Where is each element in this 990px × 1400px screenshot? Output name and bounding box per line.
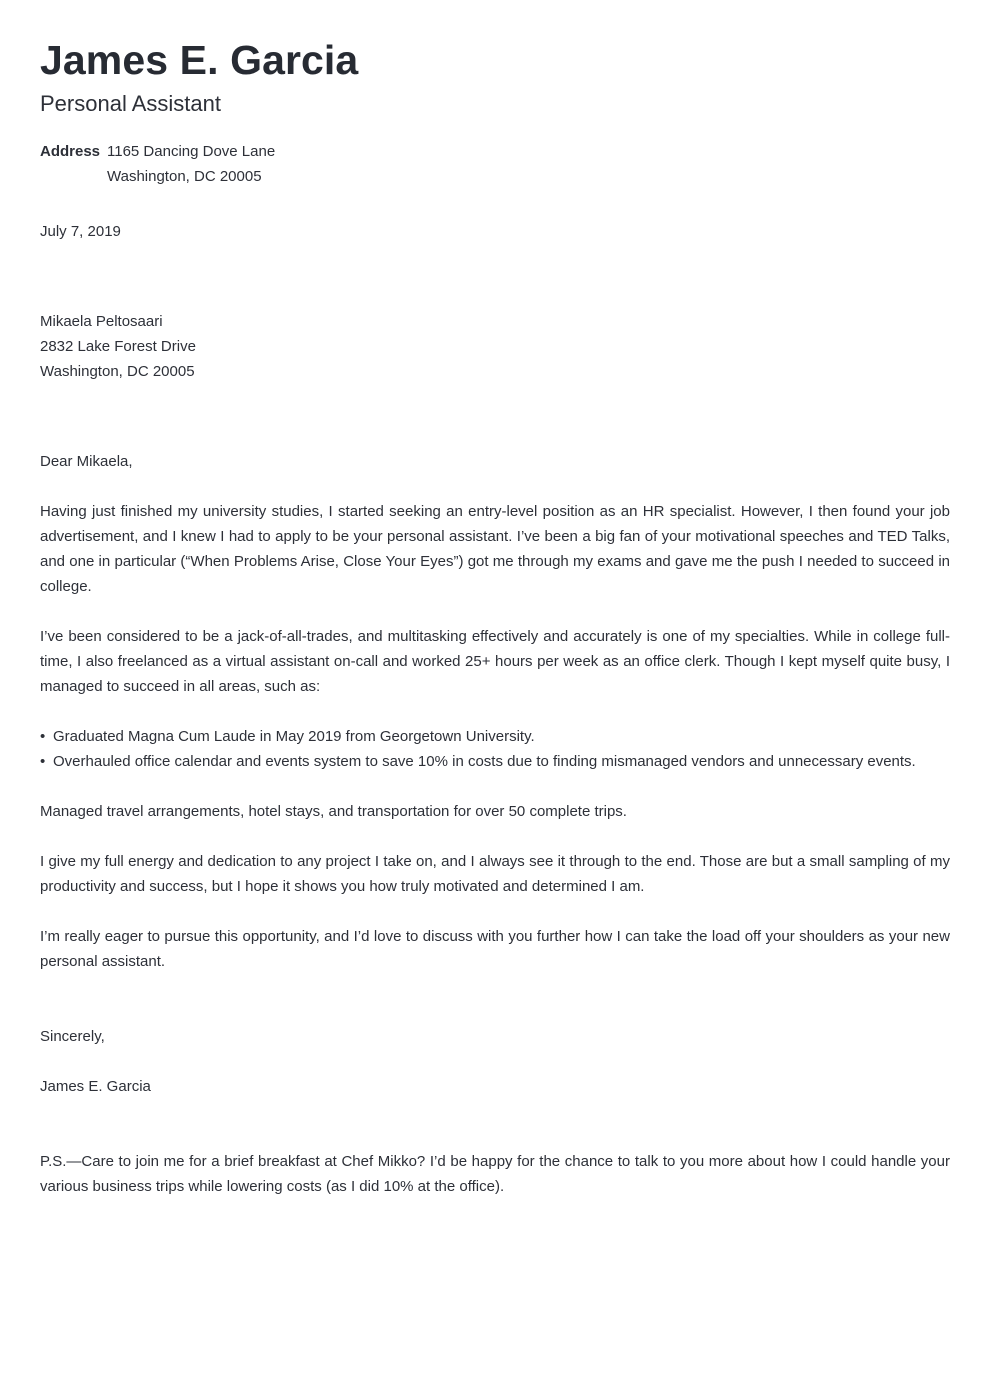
list-item [40, 749, 950, 774]
achievements-list [40, 724, 950, 774]
postscript: P.S.—Care to join me for a brief breakfast at Chef Mikko? I’d be happy for the chance to talk to you more about how I could handle your various business trips while lowering costs (as I did 10% at the office). [40, 1153, 950, 1195]
list-item-text: Overhauled office calendar and events system to save 10% in costs due to finding mismanaged vendors and unnecessary events. [53, 753, 916, 770]
paragraph-1: Having just finished my university studies, I started seeking an entry-level position as an HR specialist. However, I then found your job advertisement, and I knew I had to apply to be your personal assistant. I’ve been a big fan of your motivational speeches and TED Talks, and one in particular (“When Problems Arise, Close Your Eyes”) got me through my exams and gave me the push I needed to succeed in college. [40, 503, 950, 595]
paragraph-4: I give my full energy and dedication to any project I take on, and I always see it through to the end. Those are but a small sampling of my productivity and success, but I hope it shows you how truly motivated and determined I am. [40, 853, 950, 895]
letter-date: July 7, 2019 [40, 223, 121, 240]
address-lines [107, 139, 275, 189]
applicant-name: James E. Garcia [40, 37, 359, 83]
closing: Sincerely, [40, 1028, 105, 1045]
paragraph-5: I’m really eager to pursue this opportunity, and I’d love to discuss with you further how I can take the load off your shoulders as your new personal assistant. [40, 928, 950, 970]
salutation: Dear Mikaela, [40, 453, 133, 470]
address-line-1: 1165 Dancing Dove Lane [107, 143, 276, 160]
recipient-street: 2832 Lake Forest Drive [40, 338, 196, 355]
signature-name: James E. Garcia [40, 1078, 151, 1095]
bullet-icon: • [40, 753, 46, 770]
paragraph-3: Managed travel arrangements, hotel stays, and transportation for over 50 complete trips. [40, 803, 627, 820]
address-label: Address [40, 143, 101, 160]
bullet-icon: • [40, 728, 46, 745]
recipient-name: Mikaela Peltosaari [40, 313, 163, 330]
list-item [40, 724, 950, 749]
address-line-2: Washington, DC 20005 [107, 168, 262, 185]
letter-body [40, 449, 950, 974]
applicant-job-title: Personal Assistant [40, 91, 221, 116]
list-item-text: Graduated Magna Cum Laude in May 2019 from Georgetown University. [53, 728, 535, 745]
contact-block [40, 139, 275, 189]
recipient-block [40, 309, 196, 384]
recipient-city: Washington, DC 20005 [40, 363, 195, 380]
paragraph-2: I’ve been considered to be a jack-of-all-trades, and multitasking effectively and accurately is one of my specialties. While in college full-time, I also freelanced as a virtual assistant on-call and worked 25+ hours per week as an office clerk. Though I kept myself quite busy, I managed to succeed in all areas, such as: [40, 628, 950, 695]
